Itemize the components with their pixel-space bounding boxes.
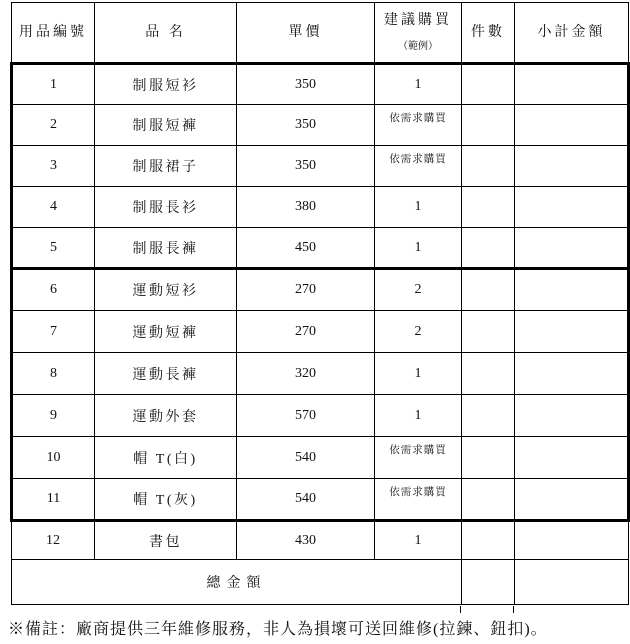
- header-item-name: 品 名: [95, 3, 237, 64]
- header-recommend-label: 建議購買: [384, 13, 452, 28]
- unit-price-cell: 350: [237, 105, 375, 146]
- quantity-cell: [462, 187, 515, 228]
- unit-price-cell: 350: [237, 146, 375, 187]
- subtotal-cell: [515, 353, 629, 395]
- table-row: [12, 437, 629, 479]
- item-no-cell: 2: [12, 105, 95, 146]
- item-name-cell: 運動短衫: [95, 269, 237, 311]
- subtotal-cell: [515, 311, 629, 353]
- item-name-cell: 運動短褲: [95, 311, 237, 353]
- subtotal-cell: [515, 437, 629, 479]
- item-name-cell: 運動外套: [95, 395, 237, 437]
- total-row: [12, 560, 629, 605]
- recommend-cell: 1: [375, 395, 462, 437]
- table-row: [12, 228, 629, 269]
- recommend-cell: 依需求購買: [375, 146, 462, 187]
- unit-price-cell: 320: [237, 353, 375, 395]
- item-no-cell: 11: [12, 479, 95, 521]
- total-subtotal-cell: [515, 560, 629, 605]
- item-no-cell: 1: [12, 64, 95, 105]
- table-row: [12, 187, 629, 228]
- recommend-cell: 1: [375, 521, 462, 560]
- item-name-cell: 運動長褲: [95, 353, 237, 395]
- quantity-cell: [462, 437, 515, 479]
- header-recommend-sublabel: （範例）: [398, 40, 438, 52]
- item-name-cell: 帽 T(灰): [95, 479, 237, 521]
- item-name-cell: 制服長衫: [95, 187, 237, 228]
- unit-price-cell: 380: [237, 187, 375, 228]
- unit-price-cell: 570: [237, 395, 375, 437]
- table-row: [12, 521, 629, 560]
- recommend-cell: 1: [375, 187, 462, 228]
- item-name-cell: 制服裙子: [95, 146, 237, 187]
- header-item-no: 用品編號: [12, 3, 95, 64]
- subtotal-cell: [515, 269, 629, 311]
- subtotal-cell: [515, 146, 629, 187]
- sport-group: [12, 269, 629, 521]
- subtotal-cell: [515, 105, 629, 146]
- header-recommend: [375, 3, 462, 64]
- subtotal-cell: [515, 228, 629, 269]
- item-name-cell: 制服短褲: [95, 105, 237, 146]
- item-no-cell: 6: [12, 269, 95, 311]
- header-subtotal: 小計金額: [515, 3, 629, 64]
- item-no-cell: 7: [12, 311, 95, 353]
- recommend-cell: 1: [375, 228, 462, 269]
- item-no-cell: 9: [12, 395, 95, 437]
- quantity-cell: [462, 479, 515, 521]
- recommend-cell: 依需求購買: [375, 437, 462, 479]
- unit-price-cell: 450: [237, 228, 375, 269]
- recommend-cell: 2: [375, 269, 462, 311]
- header-row: [12, 3, 629, 64]
- table-row: [12, 353, 629, 395]
- recommend-cell: 1: [375, 64, 462, 105]
- item-no-cell: 12: [12, 521, 95, 560]
- recommend-cell: 1: [375, 353, 462, 395]
- table-row: [12, 105, 629, 146]
- unit-price-cell: 540: [237, 479, 375, 521]
- uniform-group: [12, 64, 629, 269]
- table-edge-stub: [513, 606, 514, 613]
- unit-price-cell: 430: [237, 521, 375, 560]
- item-name-cell: 制服長褲: [95, 228, 237, 269]
- subtotal-cell: [515, 395, 629, 437]
- table-row: [12, 64, 629, 105]
- quantity-cell: [462, 228, 515, 269]
- item-no-cell: 8: [12, 353, 95, 395]
- recommend-cell: 依需求購買: [375, 105, 462, 146]
- misc-group: [12, 521, 629, 560]
- quantity-cell: [462, 311, 515, 353]
- header-quantity: 件數: [462, 3, 515, 64]
- table-row: [12, 311, 629, 353]
- table-row: [12, 269, 629, 311]
- subtotal-cell: [515, 187, 629, 228]
- total-quantity-cell: [462, 560, 515, 605]
- subtotal-cell: [515, 479, 629, 521]
- item-name-cell: 帽 T(白): [95, 437, 237, 479]
- total-group: [12, 560, 629, 605]
- item-name-cell: 制服短衫: [95, 64, 237, 105]
- subtotal-cell: [515, 521, 629, 560]
- quantity-cell: [462, 269, 515, 311]
- table-edge-stub: [460, 606, 461, 613]
- table-row: [12, 479, 629, 521]
- unit-price-cell: 540: [237, 437, 375, 479]
- quantity-cell: [462, 353, 515, 395]
- quantity-cell: [462, 105, 515, 146]
- quantity-cell: [462, 521, 515, 560]
- total-label-cell: 總金額: [12, 560, 462, 605]
- item-no-cell: 10: [12, 437, 95, 479]
- item-no-cell: 3: [12, 146, 95, 187]
- header-unit-price: 單價: [237, 3, 375, 64]
- subtotal-cell: [515, 64, 629, 105]
- unit-price-cell: 350: [237, 64, 375, 105]
- unit-price-cell: 270: [237, 269, 375, 311]
- unit-price-cell: 270: [237, 311, 375, 353]
- price-table: [10, 2, 630, 605]
- quantity-cell: [462, 395, 515, 437]
- table-row: [12, 146, 629, 187]
- item-name-cell: 書包: [95, 521, 237, 560]
- item-no-cell: 5: [12, 228, 95, 269]
- recommend-cell: 2: [375, 311, 462, 353]
- quantity-cell: [462, 64, 515, 105]
- footnote: ※備註：廠商提供三年維修服務，非人為損壞可送回維修(拉鍊、鈕扣)。: [8, 621, 548, 638]
- quantity-cell: [462, 146, 515, 187]
- item-no-cell: 4: [12, 187, 95, 228]
- recommend-cell: 依需求購買: [375, 479, 462, 521]
- table-row: [12, 395, 629, 437]
